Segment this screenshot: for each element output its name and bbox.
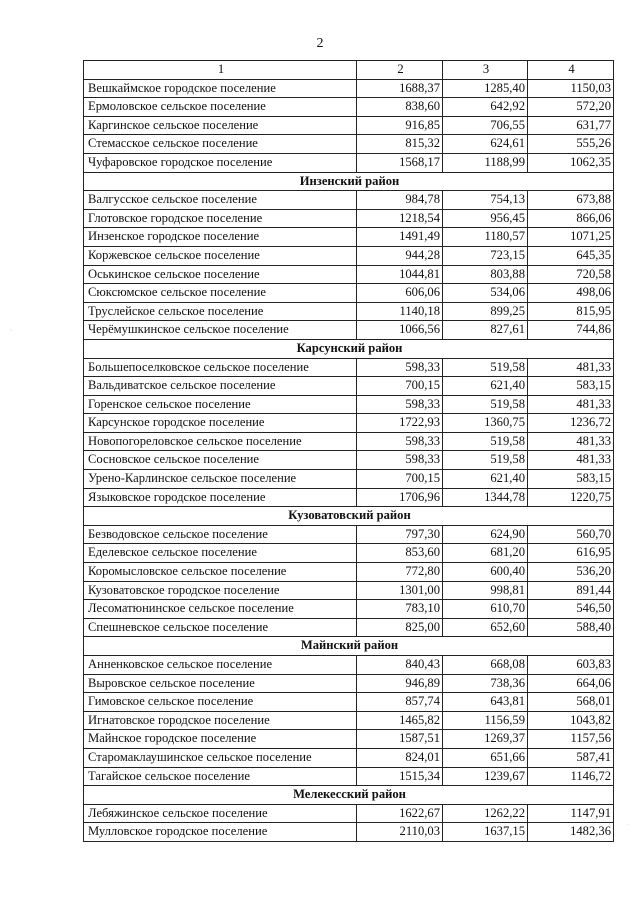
value-col-3: 827,61 — [443, 321, 528, 340]
value-col-4: 866,06 — [528, 209, 614, 228]
settlement-name: Игнатовское городское поселение — [84, 711, 357, 730]
value-col-4: 555,26 — [528, 135, 614, 154]
district-header-row — [84, 339, 614, 358]
value-col-3: 1637,15 — [443, 823, 528, 842]
value-col-3: 642,92 — [443, 98, 528, 117]
value-col-4: 1147,91 — [528, 804, 614, 823]
value-col-2: 783,10 — [357, 600, 443, 619]
settlement-name: Инзенское городское поселение — [84, 228, 357, 247]
value-col-2: 2110,03 — [357, 823, 443, 842]
table-row — [84, 135, 614, 154]
value-col-3: 534,06 — [443, 284, 528, 303]
table-row — [84, 544, 614, 563]
data-table — [83, 60, 614, 842]
table-row — [84, 693, 614, 712]
value-col-4: 891,44 — [528, 581, 614, 600]
value-col-3: 1344,78 — [443, 488, 528, 507]
district-name: Майнский район — [84, 637, 614, 656]
table-row — [84, 377, 614, 396]
value-col-2: 1066,56 — [357, 321, 443, 340]
value-col-3: 1269,37 — [443, 730, 528, 749]
value-col-3: 519,58 — [443, 451, 528, 470]
value-col-3: 652,60 — [443, 618, 528, 637]
table-row — [84, 358, 614, 377]
district-header-row — [84, 637, 614, 656]
value-col-3: 803,88 — [443, 265, 528, 284]
value-col-4: 588,40 — [528, 618, 614, 637]
table-row — [84, 563, 614, 582]
value-col-3: 621,40 — [443, 470, 528, 489]
value-col-4: 1220,75 — [528, 488, 614, 507]
district-header-row — [84, 507, 614, 526]
value-col-2: 606,06 — [357, 284, 443, 303]
table-row — [84, 600, 614, 619]
value-col-2: 1622,67 — [357, 804, 443, 823]
value-col-3: 1180,57 — [443, 228, 528, 247]
settlement-name: Безводовское сельское поселение — [84, 525, 357, 544]
page-number: 2 — [316, 36, 324, 51]
settlement-name: Вальдиватское сельское поселение — [84, 377, 357, 396]
settlement-name: Сосновское сельское поселение — [84, 451, 357, 470]
value-col-2: 1491,49 — [357, 228, 443, 247]
value-col-3: 651,66 — [443, 748, 528, 767]
settlement-name: Ермоловское сельское поселение — [84, 98, 357, 117]
table-row — [84, 656, 614, 675]
settlement-name: Валгусское сельское поселение — [84, 191, 357, 210]
value-col-4: 664,06 — [528, 674, 614, 693]
value-col-4: 587,41 — [528, 748, 614, 767]
value-col-3: 956,45 — [443, 209, 528, 228]
settlement-name: Коржевское сельское поселение — [84, 246, 357, 265]
table-row — [84, 395, 614, 414]
value-col-4: 616,95 — [528, 544, 614, 563]
table-row — [84, 767, 614, 786]
settlement-name: Большепоселковское сельское поселение — [84, 358, 357, 377]
value-col-3: 519,58 — [443, 432, 528, 451]
settlement-name: Оськинское сельское поселение — [84, 265, 357, 284]
district-name: Кузоватовский район — [84, 507, 614, 526]
settlement-name: Глотовское городское поселение — [84, 209, 357, 228]
value-col-4: 481,33 — [528, 451, 614, 470]
table-row — [84, 265, 614, 284]
district-name: Карсунский район — [84, 339, 614, 358]
value-col-4: 744,86 — [528, 321, 614, 340]
settlement-name: Вешкаймское городское поселение — [84, 79, 357, 98]
settlement-name: Стемасское сельское поселение — [84, 135, 357, 154]
value-col-2: 853,60 — [357, 544, 443, 563]
table-row — [84, 302, 614, 321]
value-col-4: 568,01 — [528, 693, 614, 712]
table-row — [84, 414, 614, 433]
value-col-2: 1587,51 — [357, 730, 443, 749]
value-col-4: 481,33 — [528, 358, 614, 377]
value-col-4: 546,50 — [528, 600, 614, 619]
settlement-name: Лесоматюнинское сельское поселение — [84, 600, 357, 619]
value-col-2: 1218,54 — [357, 209, 443, 228]
value-col-2: 838,60 — [357, 98, 443, 117]
settlement-name: Урено-Карлинское сельское поселение — [84, 470, 357, 489]
settlement-name: Мулловское городское поселение — [84, 823, 357, 842]
table-row — [84, 674, 614, 693]
settlement-name: Труслейское сельское поселение — [84, 302, 357, 321]
value-col-3: 738,36 — [443, 674, 528, 693]
settlement-name: Лебяжинское сельское поселение — [84, 804, 357, 823]
value-col-3: 624,61 — [443, 135, 528, 154]
value-col-4: 673,88 — [528, 191, 614, 210]
value-col-4: 1157,56 — [528, 730, 614, 749]
table-row — [84, 153, 614, 172]
value-col-2: 700,15 — [357, 377, 443, 396]
settlement-name: Старомаклаушинское сельское поселение — [84, 748, 357, 767]
settlement-name: Спешневское сельское поселение — [84, 618, 357, 637]
value-col-4: 1236,72 — [528, 414, 614, 433]
settlement-name: Языковское городское поселение — [84, 488, 357, 507]
settlement-name: Сюксюмское сельское поселение — [84, 284, 357, 303]
table-row — [84, 488, 614, 507]
value-col-4: 1150,03 — [528, 79, 614, 98]
value-col-2: 944,28 — [357, 246, 443, 265]
district-header-row — [84, 172, 614, 191]
value-col-2: 984,78 — [357, 191, 443, 210]
value-col-3: 1262,22 — [443, 804, 528, 823]
value-col-2: 700,15 — [357, 470, 443, 489]
value-col-2: 1515,34 — [357, 767, 443, 786]
district-name: Инзенский район — [84, 172, 614, 191]
value-col-2: 916,85 — [357, 116, 443, 135]
value-col-3: 643,81 — [443, 693, 528, 712]
settlement-name: Каргинское сельское поселение — [84, 116, 357, 135]
settlement-name: Карсунское городское поселение — [84, 414, 357, 433]
header-col-4: 4 — [528, 61, 614, 80]
settlement-name: Черёмушкинское сельское поселение — [84, 321, 357, 340]
value-col-2: 1722,93 — [357, 414, 443, 433]
value-col-2: 824,01 — [357, 748, 443, 767]
value-col-3: 600,40 — [443, 563, 528, 582]
value-col-3: 610,70 — [443, 600, 528, 619]
settlement-name: Кузоватовское городское поселение — [84, 581, 357, 600]
value-col-4: 1071,25 — [528, 228, 614, 247]
value-col-3: 1360,75 — [443, 414, 528, 433]
settlement-name: Горенское сельское поселение — [84, 395, 357, 414]
value-col-2: 772,80 — [357, 563, 443, 582]
table-row — [84, 711, 614, 730]
value-col-3: 621,40 — [443, 377, 528, 396]
settlement-name: Анненковское сельское поселение — [84, 656, 357, 675]
table-row — [84, 432, 614, 451]
value-col-2: 1140,18 — [357, 302, 443, 321]
settlement-name: Майнское городское поселение — [84, 730, 357, 749]
table-row — [84, 470, 614, 489]
table-row — [84, 581, 614, 600]
settlement-name: Гимовское сельское поселение — [84, 693, 357, 712]
settlement-name: Чуфаровское городское поселение — [84, 153, 357, 172]
value-col-4: 583,15 — [528, 470, 614, 489]
value-col-3: 899,25 — [443, 302, 528, 321]
table-row — [84, 748, 614, 767]
value-col-2: 946,89 — [357, 674, 443, 693]
value-col-4: 1062,35 — [528, 153, 614, 172]
table-row — [84, 525, 614, 544]
scan-speck: · — [10, 328, 12, 334]
table-row — [84, 321, 614, 340]
value-col-4: 583,15 — [528, 377, 614, 396]
value-col-2: 857,74 — [357, 693, 443, 712]
value-col-3: 668,08 — [443, 656, 528, 675]
table-row — [84, 823, 614, 842]
value-col-2: 598,33 — [357, 358, 443, 377]
table-row — [84, 730, 614, 749]
value-col-2: 797,30 — [357, 525, 443, 544]
settlement-name: Новопогореловское сельское поселение — [84, 432, 357, 451]
settlement-name: Еделевское сельское поселение — [84, 544, 357, 563]
table-row — [84, 618, 614, 637]
value-col-4: 603,83 — [528, 656, 614, 675]
value-col-4: 536,20 — [528, 563, 614, 582]
value-col-3: 754,13 — [443, 191, 528, 210]
value-col-2: 1044,81 — [357, 265, 443, 284]
value-col-3: 1156,59 — [443, 711, 528, 730]
value-col-2: 825,00 — [357, 618, 443, 637]
scan-speck: · — [627, 822, 629, 828]
value-col-2: 815,32 — [357, 135, 443, 154]
value-col-3: 1188,99 — [443, 153, 528, 172]
value-col-2: 1301,00 — [357, 581, 443, 600]
value-col-3: 706,55 — [443, 116, 528, 135]
value-col-3: 1285,40 — [443, 79, 528, 98]
table-row — [84, 79, 614, 98]
value-col-3: 519,58 — [443, 395, 528, 414]
value-col-3: 1239,67 — [443, 767, 528, 786]
settlement-name: Коромысловское сельское поселение — [84, 563, 357, 582]
value-col-3: 624,90 — [443, 525, 528, 544]
value-col-4: 498,06 — [528, 284, 614, 303]
value-col-3: 723,15 — [443, 246, 528, 265]
value-col-2: 1465,82 — [357, 711, 443, 730]
value-col-4: 560,70 — [528, 525, 614, 544]
value-col-2: 840,43 — [357, 656, 443, 675]
value-col-2: 1688,37 — [357, 79, 443, 98]
value-col-3: 519,58 — [443, 358, 528, 377]
value-col-2: 1706,96 — [357, 488, 443, 507]
header-col-3: 3 — [443, 61, 528, 80]
value-col-3: 681,20 — [443, 544, 528, 563]
table-body — [84, 79, 614, 841]
value-col-4: 1146,72 — [528, 767, 614, 786]
table-row — [84, 451, 614, 470]
district-name: Мелекесский район — [84, 786, 614, 805]
value-col-4: 645,35 — [528, 246, 614, 265]
value-col-3: 998,81 — [443, 581, 528, 600]
value-col-4: 1482,36 — [528, 823, 614, 842]
settlement-name: Выровское сельское поселение — [84, 674, 357, 693]
header-col-2: 2 — [357, 61, 443, 80]
value-col-4: 720,58 — [528, 265, 614, 284]
value-col-2: 598,33 — [357, 432, 443, 451]
table-row — [84, 116, 614, 135]
table-row — [84, 804, 614, 823]
value-col-4: 572,20 — [528, 98, 614, 117]
value-col-4: 631,77 — [528, 116, 614, 135]
value-col-4: 481,33 — [528, 395, 614, 414]
table-row — [84, 98, 614, 117]
value-col-2: 1568,17 — [357, 153, 443, 172]
settlement-name: Тагайское сельское поселение — [84, 767, 357, 786]
table-row — [84, 284, 614, 303]
table-row — [84, 228, 614, 247]
table-row — [84, 246, 614, 265]
header-col-1: 1 — [84, 61, 357, 80]
table-row — [84, 209, 614, 228]
table-header-row — [84, 61, 614, 80]
value-col-2: 598,33 — [357, 395, 443, 414]
table-row — [84, 191, 614, 210]
district-header-row — [84, 786, 614, 805]
value-col-4: 1043,82 — [528, 711, 614, 730]
value-col-2: 598,33 — [357, 451, 443, 470]
value-col-4: 815,95 — [528, 302, 614, 321]
value-col-4: 481,33 — [528, 432, 614, 451]
